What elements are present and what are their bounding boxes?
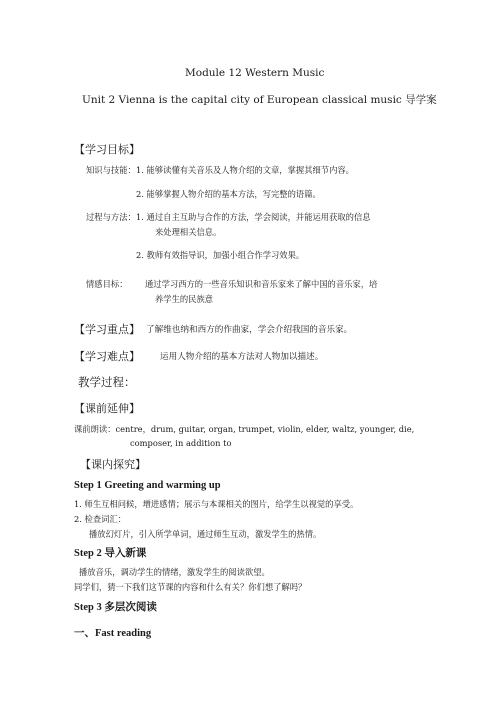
teaching-process-heading: 教学过程： [78, 375, 136, 389]
step-3-heading: Step 3 多层次阅读 [74, 602, 157, 613]
difficult-points-text: 运用人物介绍的基本方法对人物加以描述。 [160, 352, 324, 362]
step-2-line-1: 播放音乐，调动学生的情绪，激发学生的阅读欲望。 [79, 567, 270, 577]
key-points-text: 了解维也纳和西方的作曲家，学会介绍我国的音乐家。 [146, 325, 353, 335]
difficult-points-heading: 【学习难点】 [74, 350, 140, 363]
step-1-item-1: 1. 师生互相问候，增进感情；展示与本课相关的图片，给学生以视觉的享受。 [74, 499, 359, 509]
fast-reading-heading: 一、Fast reading [74, 628, 152, 639]
objectives-heading: 【学习目标】 [74, 143, 140, 156]
step-2-heading: Step 2 导入新课 [74, 548, 147, 559]
step-2-line-2: 同学们，猜一下我们这节课的内容和什么有关？你们想了解吗？ [74, 582, 307, 592]
emotion-label: 情感目标： [86, 279, 128, 289]
knowledge-item-2: 2. 能够掌握人物介绍的基本方法，写完整的语篇。 [136, 189, 321, 199]
process-item-1b: 来处理相关信息。 [155, 227, 222, 237]
process-item-1a: 1. 通过自主互助与合作的方法，学会阅读，并能运用获取的信息 [136, 212, 371, 222]
process-label: 过程与方法： [86, 212, 136, 222]
document-title: Module 12 Western Music [185, 67, 325, 79]
inquiry-heading: 【课内探究】 [80, 458, 146, 471]
document-subtitle: Unit 2 Vienna is the capital city of European classical music 导学案 [82, 94, 437, 106]
key-points-heading: 【学习重点】 [74, 323, 140, 336]
extension-line-1: 课前朗读：centre，drum, guitar, organ, trumpet, violin, elder, waltz, younger, die, [74, 424, 415, 434]
knowledge-label: 知识与技能： [86, 165, 136, 175]
extension-heading: 【课前延伸】 [74, 402, 140, 415]
step-1-heading: Step 1 Greeting and warming up [74, 480, 221, 491]
step-1-item-2: 2. 检查词汇： [74, 514, 127, 524]
emotion-item-1b: 养学生的民族意 [155, 294, 214, 304]
extension-line-2: composer, in addition to [130, 438, 232, 448]
knowledge-item-1: 1. 能够读懂有关音乐及人物介绍的文章，掌握其细节内容。 [136, 165, 354, 175]
process-item-2: 2. 教师有效指导识，加强小组合作学习效果。 [136, 250, 305, 260]
emotion-item-1a: 通过学习西方的一些音乐知识和音乐家来了解中国的音乐家，培 [145, 279, 378, 289]
step-1-item-2-detail: 播放幻灯片，引入所学单词，通过师生互动，激发学生的热情。 [89, 529, 322, 539]
